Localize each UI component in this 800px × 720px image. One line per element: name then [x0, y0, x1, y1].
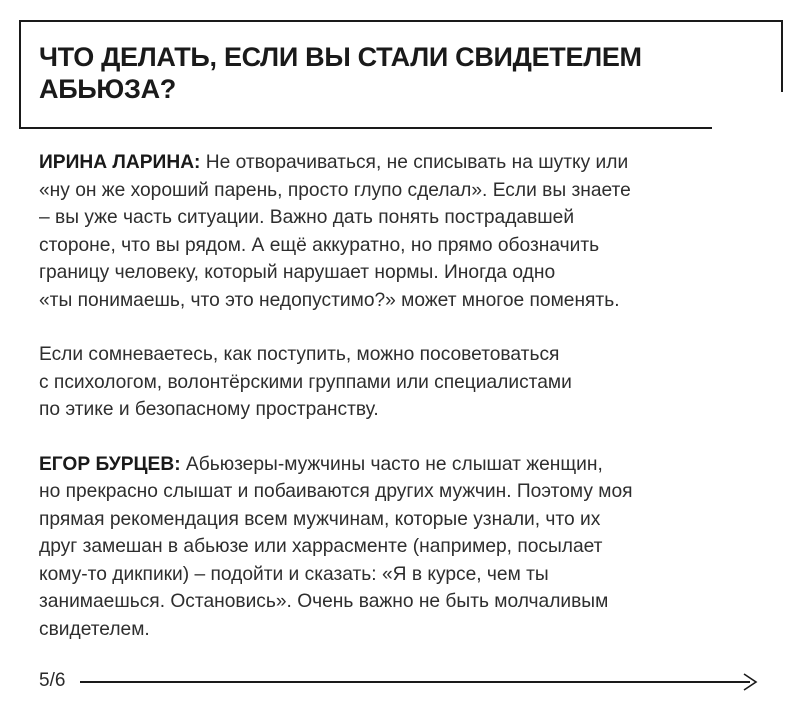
paragraph-line: по этике и безопасному пространству. [39, 399, 379, 420]
page-title-line-1: ЧТО ДЕЛАТЬ, ЕСЛИ ВЫ СТАЛИ СВИДЕТЕЛЕМ [39, 42, 642, 72]
title-frame-right [781, 20, 783, 92]
page-title [39, 41, 759, 105]
paragraph-line [39, 451, 779, 479]
page-indicator: 5/6 [39, 670, 66, 691]
paragraph-line: прямая рекомендация всем мужчинам, которые узнали, что их [39, 508, 601, 530]
paragraph-line: занимаешься. Остановись». Очень важно не быть молчаливым [39, 591, 609, 612]
paragraph-line: друг замешан в абьюзе или харрасменте (например, посылает [39, 536, 603, 557]
article-body [39, 149, 779, 670]
line-text: Абьюзеры-мужчины часто не слышат женщин, [180, 453, 603, 475]
paragraph-line: но прекрасно слышат и побаиваются других мужчин. Поэтому моя [39, 481, 633, 502]
speaker-name: ЕГОР БУРЦЕВ: [39, 453, 181, 475]
answer-egor-burtsev [39, 451, 779, 644]
slide-footer [39, 669, 759, 693]
paragraph-line: с психологом, волонтёрскими группами или специалистами [39, 371, 572, 393]
paragraph-line: – вы уже часть ситуации. Важно дать понять пострадавшей [39, 207, 575, 228]
title-frame-left [19, 20, 21, 129]
arrow-right-icon[interactable] [738, 672, 758, 692]
paragraph-line: кому-то дикпики) – подойти и сказать: «Я в курсе, чем ты [39, 563, 549, 585]
title-frame-bottom [19, 127, 712, 129]
paragraph-line: свидетелем. [39, 618, 150, 640]
paragraph-line: «ты понимаешь, что это недопустимо?» может многое поменять. [39, 289, 620, 311]
paragraph-line: «ну он же хороший парень, просто глупо сделал». Если вы знаете [39, 179, 631, 201]
paragraph-line: стороне, что вы рядом. А ещё аккуратно, но прямо обозначить [39, 234, 600, 256]
title-frame-top [19, 20, 783, 22]
line-text: Не отворачиваться, не списывать на шутку или [200, 152, 629, 173]
paragraph-line: границу человеку, который нарушает нормы. Иногда одно [39, 262, 556, 283]
paragraph-line: Если сомневаетесь, как поступить, можно посоветоваться [39, 344, 560, 365]
answer-continuation [39, 341, 779, 424]
page-title-line-2: АБЬЮЗА? [39, 74, 176, 104]
speaker-name: ИРИНА ЛАРИНА: [39, 152, 201, 173]
paragraph-line [39, 149, 779, 177]
next-slide-line[interactable] [80, 681, 750, 683]
answer-irina-larina [39, 149, 779, 314]
